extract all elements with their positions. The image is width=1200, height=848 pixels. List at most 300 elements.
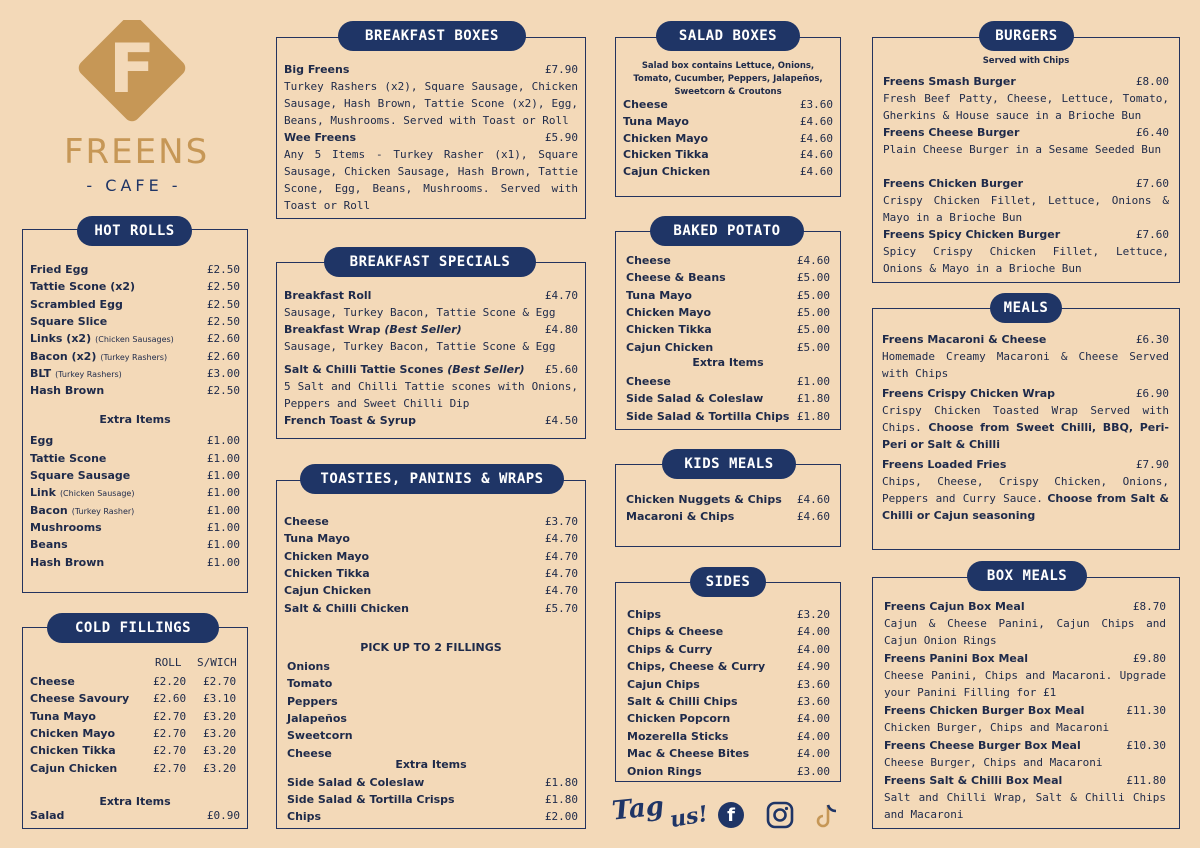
- item-name: Tuna Mayo: [626, 288, 692, 302]
- item-price: £4.80: [544, 323, 578, 336]
- menu-item: [626, 390, 830, 407]
- item-name: Chips: [627, 608, 662, 621]
- item-choice: Choose from Sweet Chilli, BBQ, Peri-Peri or Salt & Chilli: [882, 421, 1169, 451]
- burgers-heading: BURGERS: [979, 21, 1074, 51]
- item-name: Tuna Mayo: [30, 709, 96, 723]
- menu-item: [626, 373, 830, 390]
- item-name: Big Freens: [284, 63, 350, 76]
- item-description: Cheese Panini, Chips and Macaroni. Upgrade your Panini Filling for £1: [884, 669, 1166, 700]
- menu-item: [30, 502, 240, 519]
- swich-price: £3.20: [203, 709, 237, 723]
- tag-word: Tag: [610, 791, 666, 827]
- menu-item: [30, 313, 240, 330]
- swich-column-header: S/WICH: [197, 656, 237, 669]
- item-description: Sausage, Turkey Bacon, Tattie Scone & Egg: [284, 340, 556, 353]
- item-price: £1.00: [206, 486, 240, 500]
- item-name: Cajun Chicken: [30, 761, 118, 775]
- item-price: £7.90: [544, 63, 578, 76]
- menu-item: [627, 641, 830, 658]
- item-name: BLT (Turkey Rashers): [30, 366, 122, 380]
- item-description: Crispy Chicken Toasted Wrap Served with Chips. Choose from Sweet Chilli, BBQ, Peri-Peri or Salt & Chilli: [882, 404, 1169, 451]
- item-price: £2.50: [206, 314, 240, 328]
- menu-item: [623, 163, 833, 180]
- item-name: Salad: [30, 809, 65, 822]
- menu-item: [30, 673, 240, 690]
- item-price: £7.60: [1135, 228, 1169, 241]
- item-price: £2.00: [544, 810, 578, 824]
- item-price: £10.30: [1126, 739, 1166, 752]
- item-price: £3.60: [799, 98, 833, 111]
- item-name: Chicken Tikka: [626, 323, 712, 337]
- menu-item: [284, 321, 578, 338]
- salad-boxes-heading: SALAD BOXES: [656, 21, 800, 51]
- menu-item: [30, 554, 240, 571]
- item-name: Chicken Mayo: [284, 549, 370, 563]
- item-name: Chips & Curry: [627, 642, 713, 656]
- item-name: Freens Crispy Chicken Wrap: [882, 387, 1056, 400]
- item-price: £4.60: [799, 165, 833, 179]
- menu-item: [284, 129, 578, 146]
- item-name: French Toast & Syrup: [284, 414, 417, 427]
- item-price: £1.00: [206, 555, 240, 569]
- menu-item: [884, 772, 1166, 789]
- box-meals-heading: BOX MEALS: [967, 561, 1087, 591]
- menu-item: [30, 365, 240, 382]
- item-description: 5 Salt and Chilli Tattie scones with Onions, Peppers and Sweet Chilli Dip: [284, 380, 578, 410]
- item-name: Chips: [287, 810, 322, 824]
- menu-item: [623, 146, 833, 163]
- item-price: £4.60: [796, 510, 830, 524]
- item-name: Cajun Chicken: [623, 165, 711, 179]
- item-name: Freens Spicy Chicken Burger: [883, 228, 1061, 241]
- item-name: Peppers: [287, 694, 338, 708]
- item-price: £4.00: [796, 642, 830, 656]
- item-name: Square Slice: [30, 314, 108, 328]
- swich-price: £3.20: [203, 744, 237, 758]
- item-price: £4.70: [544, 584, 578, 598]
- item-name: Cajun Chicken: [284, 584, 372, 598]
- item-price: £8.00: [1135, 75, 1169, 88]
- burgers-note: Served with Chips: [982, 56, 1070, 66]
- item-name: Side Salad & Tortilla Crisps: [287, 793, 455, 807]
- menu-item: [30, 725, 240, 742]
- facebook-icon[interactable]: f: [718, 802, 744, 828]
- menu-item: [626, 508, 830, 525]
- item-name: Chicken Popcorn: [627, 712, 731, 726]
- menu-item: [627, 676, 830, 693]
- item-price: £2.50: [206, 297, 240, 311]
- item-name: Chicken Mayo: [623, 131, 709, 145]
- item-price: £3.00: [796, 764, 830, 778]
- item-name: Cheese: [626, 375, 671, 389]
- item-description: Cheese Burger, Chips and Macaroni: [884, 756, 1103, 770]
- item-description: Sausage, Turkey Bacon, Tattie Scone & Egg: [284, 306, 556, 319]
- item-name: Cajun Chips: [627, 677, 700, 691]
- svg-text:F: F: [108, 30, 156, 109]
- item-name: Tomato: [287, 677, 333, 691]
- menu-item: [883, 73, 1169, 90]
- menu-item: [30, 467, 240, 484]
- roll-price: £2.70: [153, 744, 187, 758]
- item-price: £2.50: [206, 384, 240, 398]
- item-name: Freens Cheese Burger: [883, 126, 1020, 139]
- menu-item: [883, 226, 1169, 243]
- item-name: Chips, Cheese & Curry: [627, 660, 766, 674]
- item-name: Cheese & Beans: [626, 271, 726, 285]
- item-name: Fried Egg: [30, 263, 89, 276]
- menu-item: [883, 175, 1169, 192]
- item-price: £4.00: [796, 625, 830, 639]
- menu-item: [627, 693, 830, 710]
- item-name: Onion Rings: [627, 764, 702, 778]
- item-note: (Turkey Rashers): [55, 369, 122, 379]
- item-name: Sweetcorn: [287, 729, 353, 743]
- item-price: £11.80: [1126, 774, 1166, 787]
- extra-items-label: Extra Items: [692, 355, 764, 369]
- salad-note: Salad box contains Lettuce, Onions, Tomato, Cucumber, Peppers, Jalapeños, Sweetcorn & Croutons: [633, 61, 823, 97]
- item-price: £1.80: [544, 775, 578, 789]
- item-price: £2.60: [206, 349, 240, 363]
- item-price: £4.00: [796, 712, 830, 726]
- item-name: Breakfast Wrap (Best Seller): [284, 323, 462, 336]
- best-seller-tag: (Best Seller): [443, 363, 525, 376]
- menu-item: [882, 331, 1169, 348]
- menu-item: [626, 339, 830, 356]
- item-name: Cheese: [284, 515, 329, 528]
- item-price: £4.00: [796, 729, 830, 743]
- menu-item: [627, 658, 830, 675]
- item-price: £4.60: [799, 148, 833, 162]
- item-price: £9.80: [1132, 652, 1166, 665]
- menu-item: [30, 348, 240, 365]
- item-name: Hash Brown: [30, 555, 105, 569]
- item-price: £11.30: [1126, 704, 1166, 717]
- item-note: (Chicken Sausage): [59, 489, 135, 499]
- item-description: Chicken Burger, Chips and Macaroni: [884, 721, 1110, 735]
- breakfast-specials-heading: BREAKFAST SPECIALS: [324, 247, 536, 277]
- item-name: Freens Loaded Fries: [882, 458, 1007, 471]
- menu-item: [884, 598, 1166, 615]
- roll-price: £2.70: [153, 709, 187, 723]
- item-price: £1.80: [544, 793, 578, 807]
- menu-item: [30, 382, 240, 399]
- breakfast-boxes-heading: BREAKFAST BOXES: [338, 21, 526, 51]
- item-price: £1.00: [206, 520, 240, 534]
- item-name: Cheese: [623, 98, 668, 111]
- pick-fillings-label: PICK UP TO 2 FILLINGS: [360, 641, 502, 654]
- item-price: £2.50: [206, 280, 240, 294]
- menu-item: [30, 278, 240, 295]
- extra-items-label: Extra Items: [99, 795, 171, 808]
- menu-item: [627, 745, 830, 762]
- item-price: £1.00: [206, 434, 240, 448]
- item-price: £7.60: [1135, 177, 1169, 190]
- item-description: Crispy Chicken Fillet, Lettuce, Onions & Mayo in a Brioche Bun: [883, 194, 1169, 224]
- item-name: Salt & Chilli Chips: [627, 695, 738, 708]
- item-price: £1.00: [206, 469, 240, 482]
- menu-item: [284, 287, 578, 304]
- menu-item: [284, 582, 578, 599]
- swich-price: £3.20: [203, 726, 237, 740]
- tag-us-text: [610, 791, 718, 838]
- item-name: Freens Salt & Chilli Box Meal: [884, 774, 1063, 787]
- item-price: £5.60: [544, 363, 578, 376]
- menu-item: [884, 737, 1166, 754]
- item-name: Mac & Cheese Bites: [627, 747, 750, 761]
- item-name: Cheese Savoury: [30, 692, 130, 706]
- item-name: Freens Cheese Burger Box Meal: [884, 739, 1081, 752]
- item-price: £1.80: [796, 392, 830, 406]
- menu-item: [626, 304, 830, 321]
- menu-item: [287, 774, 578, 791]
- menu-item: [623, 96, 833, 113]
- item-name: Freens Macaroni & Cheese: [882, 333, 1047, 346]
- item-name: Side Salad & Tortilla Chips: [626, 409, 790, 423]
- menu-item: [284, 530, 578, 547]
- item-name: Egg: [30, 434, 54, 448]
- item-price: £1.00: [796, 375, 830, 389]
- item-name: Wee Freens: [284, 131, 357, 144]
- menu-item: [882, 385, 1169, 402]
- item-price: £3.20: [796, 608, 830, 621]
- item-name: Jalapeños: [287, 711, 347, 725]
- item-price: £3.00: [206, 366, 240, 380]
- item-price: £3.60: [796, 695, 830, 708]
- kids-meals-heading: KIDS MEALS: [662, 449, 796, 479]
- menu-item: [627, 763, 830, 780]
- item-choice: Choose from Salt & Chilli or Cajun seasoning: [882, 492, 1169, 522]
- item-name: Freens Chicken Burger Box Meal: [884, 704, 1085, 717]
- menu-item: [882, 456, 1169, 473]
- roll-price: £2.20: [153, 675, 187, 688]
- item-price: £5.00: [796, 305, 830, 319]
- cold-fillings-heading: COLD FILLINGS: [47, 613, 219, 643]
- item-name: Bacon (x2) (Turkey Rashers): [30, 349, 168, 363]
- item-price: £4.60: [796, 254, 830, 267]
- item-name: Tuna Mayo: [623, 114, 689, 128]
- menu-item: [287, 675, 578, 692]
- item-price: £5.00: [796, 340, 830, 354]
- item-name: Links (x2) (Chicken Sausages): [30, 332, 174, 346]
- hot-rolls-heading: HOT ROLLS: [77, 216, 192, 246]
- item-name: Cheese: [626, 254, 671, 267]
- item-price: £1.00: [206, 538, 240, 552]
- item-name: Breakfast Roll: [284, 289, 372, 302]
- sides-heading: SIDES: [690, 567, 766, 597]
- item-description: Fresh Beef Patty, Cheese, Lettuce, Tomato, Gherkins & House sauce in a Brioche Bun: [883, 92, 1169, 122]
- menu-item: [287, 791, 578, 808]
- menu-item: [30, 519, 240, 536]
- menu-item: [30, 484, 240, 501]
- item-name: Tattie Scone (x2): [30, 280, 136, 294]
- swich-price: £2.70: [203, 675, 237, 688]
- roll-column-header: ROLL: [155, 656, 182, 669]
- item-price: £4.70: [544, 289, 578, 302]
- menu-item: [30, 760, 240, 777]
- menu-item: [30, 690, 240, 707]
- item-name: Chicken Tikka: [284, 566, 370, 580]
- swich-price: £3.10: [203, 692, 237, 706]
- menu-item: [627, 623, 830, 640]
- item-note: (Turkey Rashers): [100, 352, 168, 362]
- menu-item: [626, 408, 830, 425]
- roll-price: £2.60: [153, 692, 187, 706]
- item-price: £4.70: [544, 566, 578, 580]
- menu-item: [30, 536, 240, 553]
- item-description: Any 5 Items - Turkey Rasher (x1), Square Sausage, Chicken Sausage, Hash Brown, Tattie Scone, Egg, Beans, Mushrooms. Served with Toast or Roll: [284, 148, 578, 212]
- baked-potato-heading: BAKED POTATO: [650, 216, 804, 246]
- item-price: £3.60: [796, 677, 830, 691]
- menu-item: [30, 450, 240, 467]
- item-name: Hash Brown: [30, 384, 105, 398]
- item-price: £2.60: [206, 332, 240, 346]
- item-name: Freens Cajun Box Meal: [884, 600, 1025, 613]
- item-price: £2.50: [206, 263, 240, 276]
- item-name: Scrambled Egg: [30, 297, 123, 311]
- tiktok-icon[interactable]: [814, 802, 840, 830]
- item-name: Macaroni & Chips: [626, 510, 735, 524]
- menu-item: [30, 742, 240, 759]
- item-name: Chicken Tikka: [623, 148, 709, 162]
- meals-heading: MEALS: [990, 293, 1062, 323]
- item-name: Tuna Mayo: [284, 532, 350, 546]
- menu-item: [287, 710, 578, 727]
- menu-item: [626, 287, 830, 304]
- item-price: £4.60: [799, 131, 833, 145]
- item-description: Homemade Creamy Macaroni & Cheese Served with Chips: [882, 350, 1169, 380]
- item-name: Cheese: [287, 746, 332, 760]
- item-price: £0.90: [206, 809, 240, 822]
- item-name: Side Salad & Coleslaw: [287, 775, 425, 789]
- item-price: £1.80: [796, 409, 830, 423]
- item-price: £6.30: [1135, 333, 1169, 346]
- menu-item: [284, 565, 578, 582]
- menu-item: [884, 702, 1166, 719]
- item-price: £5.00: [796, 288, 830, 302]
- item-price: £7.90: [1135, 458, 1169, 471]
- item-price: £4.90: [796, 660, 830, 674]
- item-name: Onions: [287, 660, 330, 673]
- menu-item: [287, 658, 578, 675]
- item-description: Turkey Rashers (x2), Square Sausage, Chicken Sausage, Hash Brown, Tattie Scone (x2), Egg, Beans, Mushrooms. Served with Toast or Roll: [284, 80, 578, 127]
- item-price: £5.70: [544, 601, 578, 615]
- item-price: £4.60: [799, 114, 833, 128]
- menu-item: [623, 113, 833, 130]
- menu-item: [30, 807, 240, 824]
- menu-item: [284, 600, 578, 617]
- item-price: £4.70: [544, 549, 578, 563]
- item-price: £4.50: [544, 414, 578, 427]
- item-name: Salt & Chilli Tattie Scones (Best Seller): [284, 363, 525, 376]
- menu-item: [30, 432, 240, 449]
- item-name: Chicken Tikka: [30, 744, 116, 758]
- item-name: Mushrooms: [30, 520, 102, 534]
- item-price: £4.70: [544, 532, 578, 546]
- item-name: Freens Smash Burger: [883, 75, 1016, 88]
- menu-item: [884, 650, 1166, 667]
- us-word: us!: [668, 800, 711, 834]
- menu-item: [627, 710, 830, 727]
- item-name: Salt & Chilli Chicken: [284, 601, 409, 615]
- menu-item: [626, 491, 830, 508]
- menu-item: [284, 61, 578, 78]
- brand-sub: - CAFE -: [86, 176, 182, 195]
- item-name: Tattie Scone: [30, 451, 107, 465]
- menu-item: [626, 252, 830, 269]
- menu-item: [284, 412, 578, 429]
- menu-item: [30, 330, 240, 347]
- menu-item: [627, 728, 830, 745]
- menu-item: [30, 261, 240, 278]
- menu-item: [626, 321, 830, 338]
- instagram-icon[interactable]: [766, 801, 794, 829]
- item-price: £3.70: [544, 515, 578, 528]
- item-price: £4.00: [796, 747, 830, 761]
- item-price: £6.40: [1135, 126, 1169, 139]
- item-name: Chicken Mayo: [626, 305, 712, 319]
- item-price: £5.90: [544, 131, 578, 144]
- menu-item: [626, 269, 830, 286]
- item-price: £8.70: [1132, 600, 1166, 613]
- item-note: (Chicken Sausages): [95, 335, 174, 345]
- item-name: Cheese: [30, 675, 75, 688]
- item-description: Plain Cheese Burger in a Sesame Seeded Bun: [883, 143, 1162, 156]
- item-name: Bacon (Turkey Rasher): [30, 503, 135, 517]
- menu-item: [883, 124, 1169, 141]
- item-description: Salt and Chilli Wrap, Salt & Chilli Chips and Macaroni: [884, 791, 1166, 822]
- menu-item: [284, 548, 578, 565]
- item-name: Freens Panini Box Meal: [884, 652, 1029, 665]
- item-price: £4.60: [796, 493, 830, 506]
- menu-item: [30, 708, 240, 725]
- extra-items-label: Extra Items: [395, 757, 467, 771]
- item-name: Freens Chicken Burger: [883, 177, 1024, 190]
- toasties-heading: TOASTIES, PANINIS & WRAPS: [300, 464, 564, 494]
- item-price: £5.00: [796, 323, 830, 337]
- best-seller-tag: (Best Seller): [380, 323, 462, 336]
- item-description: Cajun & Cheese Panini, Cajun Chips and Cajun Onion Rings: [884, 617, 1166, 648]
- item-price: £1.00: [206, 503, 240, 517]
- item-name: Cajun Chicken: [626, 340, 714, 354]
- brand-name: FREENS: [64, 132, 210, 172]
- item-price: £6.90: [1135, 387, 1169, 400]
- menu-item: [30, 296, 240, 313]
- roll-price: £2.70: [153, 726, 187, 740]
- logo-diamond-icon: [64, 20, 204, 140]
- item-price: £5.00: [796, 271, 830, 285]
- item-name: Chips & Cheese: [627, 625, 724, 639]
- menu-item: [287, 808, 578, 825]
- menu-item: [287, 693, 578, 710]
- item-name: Chicken Mayo: [30, 726, 116, 740]
- item-name: Square Sausage: [30, 469, 131, 482]
- item-name: Chicken Nuggets & Chips: [626, 493, 782, 506]
- menu-item: [284, 513, 578, 530]
- menu-item: [627, 606, 830, 623]
- menu-item: [623, 130, 833, 147]
- item-price: £1.00: [206, 451, 240, 465]
- item-name: Link (Chicken Sausage): [30, 486, 135, 500]
- extra-items-label: Extra Items: [99, 413, 171, 427]
- item-name: Mozerella Sticks: [627, 729, 729, 743]
- item-name: Beans: [30, 538, 68, 552]
- swich-price: £3.20: [203, 761, 237, 775]
- menu-item: [287, 727, 578, 744]
- item-description: Spicy Crispy Chicken Fillet, Lettuce, Onions & Mayo in a Brioche Bun: [883, 245, 1169, 275]
- item-description: Chips, Cheese, Crispy Chicken, Onions, Peppers and Curry Sauce. Choose from Salt & Chilli or Cajun seasoning: [882, 475, 1169, 522]
- menu-item: [284, 361, 578, 378]
- item-note: (Turkey Rasher): [71, 506, 135, 516]
